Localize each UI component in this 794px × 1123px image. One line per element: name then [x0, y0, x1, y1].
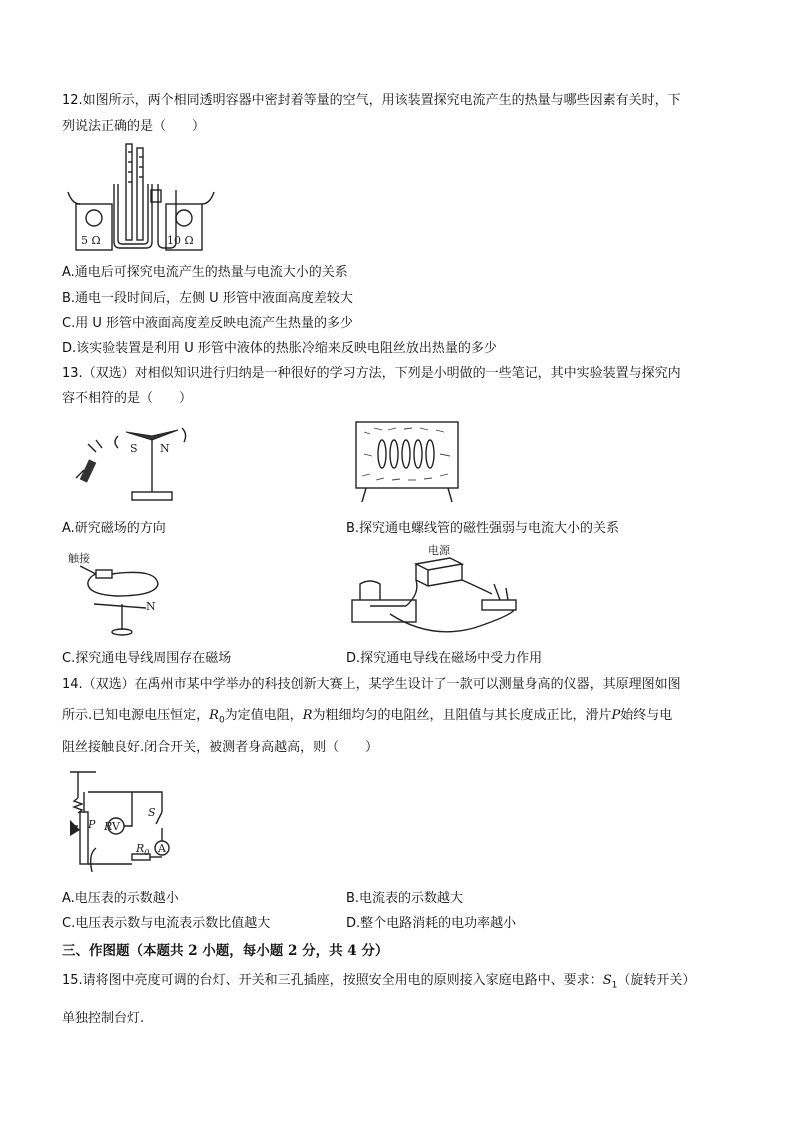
q14-label-r: R	[104, 820, 113, 833]
q14-stem-line1: 14.（双选）在禹州市某中学举办的科技创新大赛上，某学生设计了一款可以测量身高的仪器，其原理图如图	[62, 677, 681, 692]
q13-a-label-s: S	[130, 442, 138, 455]
q14-option-d: D.整个电路消耗的电功率越小	[346, 916, 517, 931]
q13-stem-line2: 容不相符的是（ ）	[62, 391, 193, 406]
q13-option-b: B.探究通电螺线管的磁性强弱与电流大小的关系	[346, 521, 620, 536]
q14-label-a: A	[158, 842, 166, 855]
q13-d-label-power: 电源	[428, 544, 450, 557]
q13-option-d: D.探究通电导线在磁场中受力作用	[346, 651, 543, 666]
q12-label-5ohm: 5 Ω	[81, 234, 101, 247]
q13-figure-a-compass-needle	[66, 418, 196, 510]
q14-stem-line3: 阻丝接触良好.闭合开关，被测者身高越高，则（ ）	[62, 740, 379, 755]
q12-label-10ohm: 10 Ω	[167, 234, 194, 247]
q15-stem-line1: 15.请将图中亮度可调的台灯、开关和三孔插座，按照安全用电的原则接入家庭电路中、要求：$S_1$（旋转开关）	[62, 973, 696, 991]
q12-stem-line1: 12.如图所示，两个相同透明容器中密封着等量的空气，用该装置探究电流产生的热量与哪些因素有关时，下	[62, 93, 681, 108]
q14-label-v: V	[112, 820, 120, 833]
q14-option-b: B.电流表的示数越大	[346, 891, 464, 906]
q13-stem-line1: 13.（双选）对相似知识进行归纳是一种很好的学习方法，下列是小明做的一些笔记，其中实验装置与探究内	[62, 366, 681, 381]
q13-a-label-n: N	[160, 442, 170, 455]
q14-label-s: S	[148, 806, 156, 819]
q14-stem-line2: 所示.已知电源电压恒定，$R_0$为定值电阻，R为粗细均匀的电阻丝，且阻值与其长度成正比，滑片P始终与电	[62, 708, 673, 726]
q13-c-label-n: N	[146, 600, 156, 613]
q14-label-p: P	[88, 818, 96, 831]
q13-c-label-touch: 触接	[68, 552, 90, 565]
section-3-title: 三、作图题（本题共 2 小题，每小题 2 分，共 4 分）	[62, 943, 389, 959]
q12-option-b: B.通电一段时间后，左侧 U 形管中液面高度差较大	[62, 291, 353, 306]
q13-figure-c-oersted-experiment	[66, 548, 176, 640]
q14-option-c: C.电压表示数与电流表示数比值越大	[62, 916, 271, 931]
q12-option-a: A.通电后可探究电流产生的热量与电流大小的关系	[62, 265, 348, 280]
q14-label-r0: $R_0$	[136, 842, 150, 857]
q12-option-c: C.用 U 形管中液面高度差反映电流产生热量的多少	[62, 316, 353, 331]
q14-figure-height-meter-circuit	[66, 768, 186, 880]
q13-option-c: C.探究通电导线周围存在磁场	[62, 651, 232, 666]
q13-figure-b-solenoid-iron-filings	[352, 418, 462, 506]
q15-stem-line2: 单独控制台灯.	[62, 1011, 145, 1026]
q14-option-a: A.电压表的示数越小	[62, 891, 179, 906]
q12-figure-joule-heating-apparatus	[66, 142, 216, 254]
q13-option-a: A.研究磁场的方向	[62, 521, 166, 536]
q12-stem-line2: 列说法正确的是（ ）	[62, 119, 206, 134]
q12-option-d: D.该实验装置是利用 U 形管中液体的热胀冷缩来反映电阻丝放出热量的多少	[62, 341, 497, 356]
q13-figure-d-motor-experiment	[350, 544, 520, 644]
